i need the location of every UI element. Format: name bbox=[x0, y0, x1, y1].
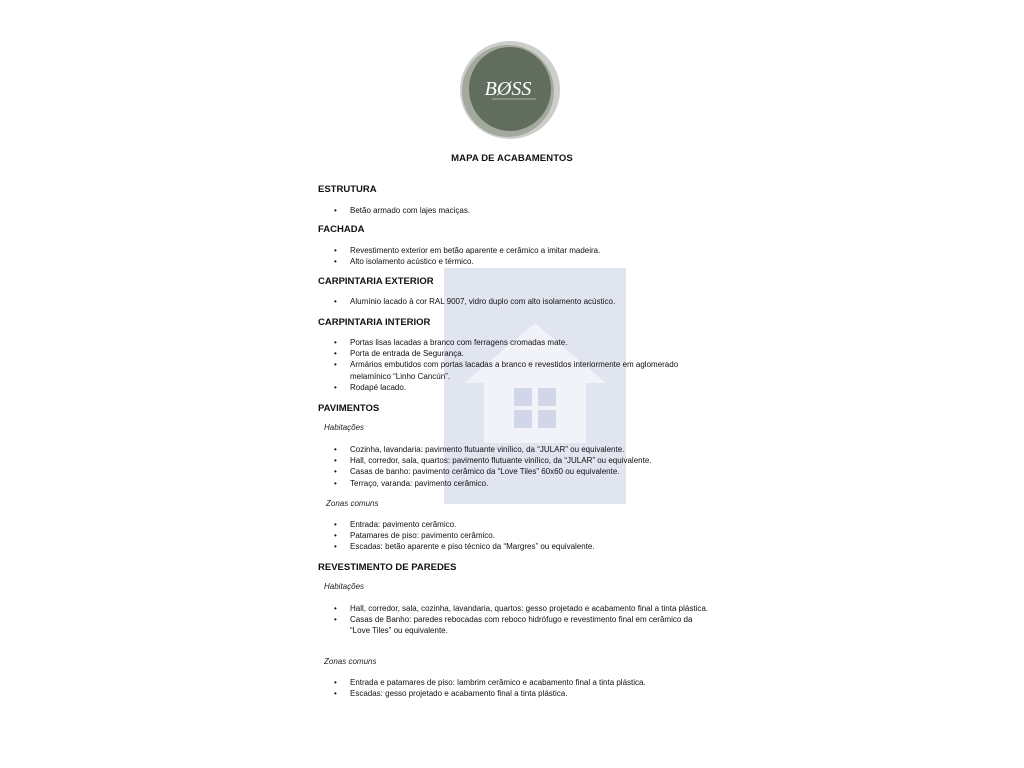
document-title: MAPA DE ACABAMENTOS bbox=[451, 153, 573, 164]
subheading-zonas-comuns: Zonas comuns bbox=[324, 657, 377, 666]
list-item: • Alto isolamento acústico e térmico. bbox=[334, 256, 714, 267]
logo-text: BØSS bbox=[484, 78, 532, 100]
subheading-habitacoes: Habitações bbox=[324, 423, 365, 432]
list-item: • Casas de Banho: paredes rebocadas com reboco hidrófugo e revestimento final em cerâmico da “Love Tiles” ou equivalente. bbox=[334, 614, 714, 636]
list-pavimentos-zonas bbox=[334, 519, 714, 553]
list-item: • Revestimento exterior em betão aparente e cerâmico a imitar madeira. bbox=[334, 245, 714, 256]
subheading-zonas-comuns: Zonas comuns bbox=[326, 499, 379, 508]
section-heading-carpintaria-exterior: CARPINTARIA EXTERIOR bbox=[318, 276, 434, 287]
list-item: • Patamares de piso: pavimento cerâmico. bbox=[334, 530, 714, 541]
list-fachada bbox=[334, 245, 714, 267]
list-item: • Rodapé lacado. bbox=[334, 382, 714, 393]
list-item: • Porta de entrada de Segurança. bbox=[334, 348, 714, 359]
list-item: • Casas de banho: pavimento cerâmico da “Love Tiles” 60x60 ou equivalente. bbox=[334, 466, 714, 477]
list-item: • Escadas: gesso projetado e acabamento final a tinta plástica. bbox=[334, 688, 714, 699]
section-heading-fachada: FACHADA bbox=[318, 224, 365, 235]
list-estrutura bbox=[334, 205, 714, 216]
section-heading-carpintaria-interior: CARPINTARIA INTERIOR bbox=[318, 317, 431, 328]
list-item: • Terraço, varanda: pavimento cerâmico. bbox=[334, 478, 714, 489]
list-item: • Alumínio lacado à cor RAL 9007, vidro duplo com alto isolamento acústico. bbox=[334, 296, 714, 307]
section-heading-revestimento-paredes: REVESTIMENTO DE PAREDES bbox=[318, 562, 457, 573]
list-item: • Armários embutidos com portas lacadas a branco e revestidos interiormente em aglomerado melamínico “Linho Cancún”. bbox=[334, 359, 714, 381]
list-carpintaria-exterior bbox=[334, 296, 714, 307]
list-item: • Cozinha, lavandaria: pavimento flutuante vinílico, da “JULAR” ou equivalente. bbox=[334, 444, 714, 455]
section-heading-pavimentos: PAVIMENTOS bbox=[318, 403, 380, 414]
list-item: • Hall, corredor, sala, cozinha, lavandaria, quartos: gesso projetado e acabamento final a tinta plástica. bbox=[334, 603, 714, 614]
boss-logo bbox=[458, 38, 562, 142]
section-heading-estrutura: ESTRUTURA bbox=[318, 184, 377, 195]
list-paredes-habitacoes bbox=[334, 603, 714, 637]
list-item: • Hall, corredor, sala, quartos: pavimento flutuante vinílico, da “JULAR” ou equivalente. bbox=[334, 455, 714, 466]
list-item: • Entrada e patamares de piso: lambrim cerâmico e acabamento final a tinta plástica. bbox=[334, 677, 714, 688]
list-item: • Betão armado com lajes maciças. bbox=[334, 205, 714, 216]
list-item: • Escadas: betão aparente e piso técnico da “Margres” ou equivalente. bbox=[334, 541, 714, 552]
subheading-habitacoes: Habitações bbox=[324, 582, 365, 591]
list-pavimentos-habitacoes bbox=[334, 444, 714, 489]
list-paredes-zonas bbox=[334, 677, 714, 699]
list-item: • Entrada: pavimento cerâmico. bbox=[334, 519, 714, 530]
list-item: • Portas lisas lacadas a branco com ferragens cromadas mate. bbox=[334, 337, 714, 348]
list-carpintaria-interior bbox=[334, 337, 714, 393]
